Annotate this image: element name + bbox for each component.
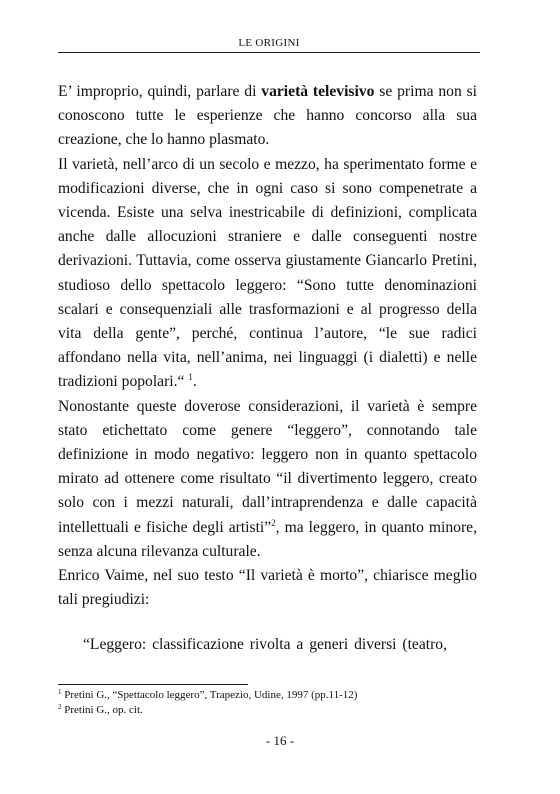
- footnote-ref-1: 1: [188, 372, 193, 383]
- paragraph-2: [58, 153, 477, 395]
- footnote-2-mark: 2: [58, 703, 62, 711]
- paragraph-3-before: Nonostante queste doverose considerazioni, il varietà è sempre stato etichettato come genere “leggero”, connotando tale definizione in modo negativo: leggero non in quanto spettacolo mirato ad ottenere come risultato “il divertimento leggero, creato solo con i mezzi naturali, dall’intraprendenza e dalle capacità intellettuali e fisiche degli artisti”: [58, 397, 477, 536]
- paragraph-4: Enrico Vaime, nel suo testo “Il varietà è morto”, chiarisce meglio tali pregiudizi:: [58, 567, 477, 609]
- footnotes: [58, 688, 478, 718]
- footnote-separator: [58, 684, 248, 685]
- body-text: [58, 80, 477, 612]
- paragraph-2-text: Il varietà, nell’arco di un secolo e mezzo, ha sperimentato forme e modificazioni diverse, che in ogni caso si sono compenetrate a vicenda. Esiste una selva inestricabile di definizioni, complicata anche dalle allocuzioni straniere e dalle conseguenti nostre derivazioni. Tuttavia, come osserva giustamente Giancarlo Pretini, studioso dello spettacolo leggero: “Sono tutte denominazioni scalari e consequenziali alle trasformazioni e al progresso della vita della gente”, perché, continua l’autore, “le sue radici affondano nella vita, nell’anima, nei linguaggi (i dialetti) e nelle tradizioni popolari.“: [58, 155, 477, 391]
- footnote-ref-2: 2: [271, 517, 276, 528]
- paragraph-1: [58, 80, 477, 153]
- header-rule: [58, 52, 480, 53]
- running-header: LE ORIGINI: [238, 37, 300, 49]
- paragraph-3: [58, 395, 477, 564]
- block-quote: “Leggero: classificazione rivolta a generi diversi (teatro,: [83, 636, 447, 653]
- footnote-2-text: Pretini G., op. cit.: [61, 704, 143, 716]
- footnote-2: [58, 703, 478, 718]
- footnote-1-text: Pretini G., “Spettacolo leggero”, Trapezio, Udine, 1997 (pp.11-12): [61, 689, 358, 701]
- footnote-1: [58, 688, 478, 703]
- paragraph-1-emphasis: varietà televisivo: [261, 83, 375, 100]
- paragraph-1-after: se prima non si conoscono tutte le esperienze che hanno concorso alla sua creazione, che lo hanno plasmato.: [58, 83, 478, 149]
- paragraph-3-after: , ma leggero, in quanto minore, senza alcuna rilevanza culturale.: [58, 518, 477, 560]
- page-number: - 16 -: [265, 733, 295, 748]
- paragraph-1-before: E’ improprio, quindi, parlare di: [58, 83, 262, 100]
- footnote-1-mark: 1: [58, 688, 62, 696]
- paragraph-2-end: .: [192, 373, 197, 391]
